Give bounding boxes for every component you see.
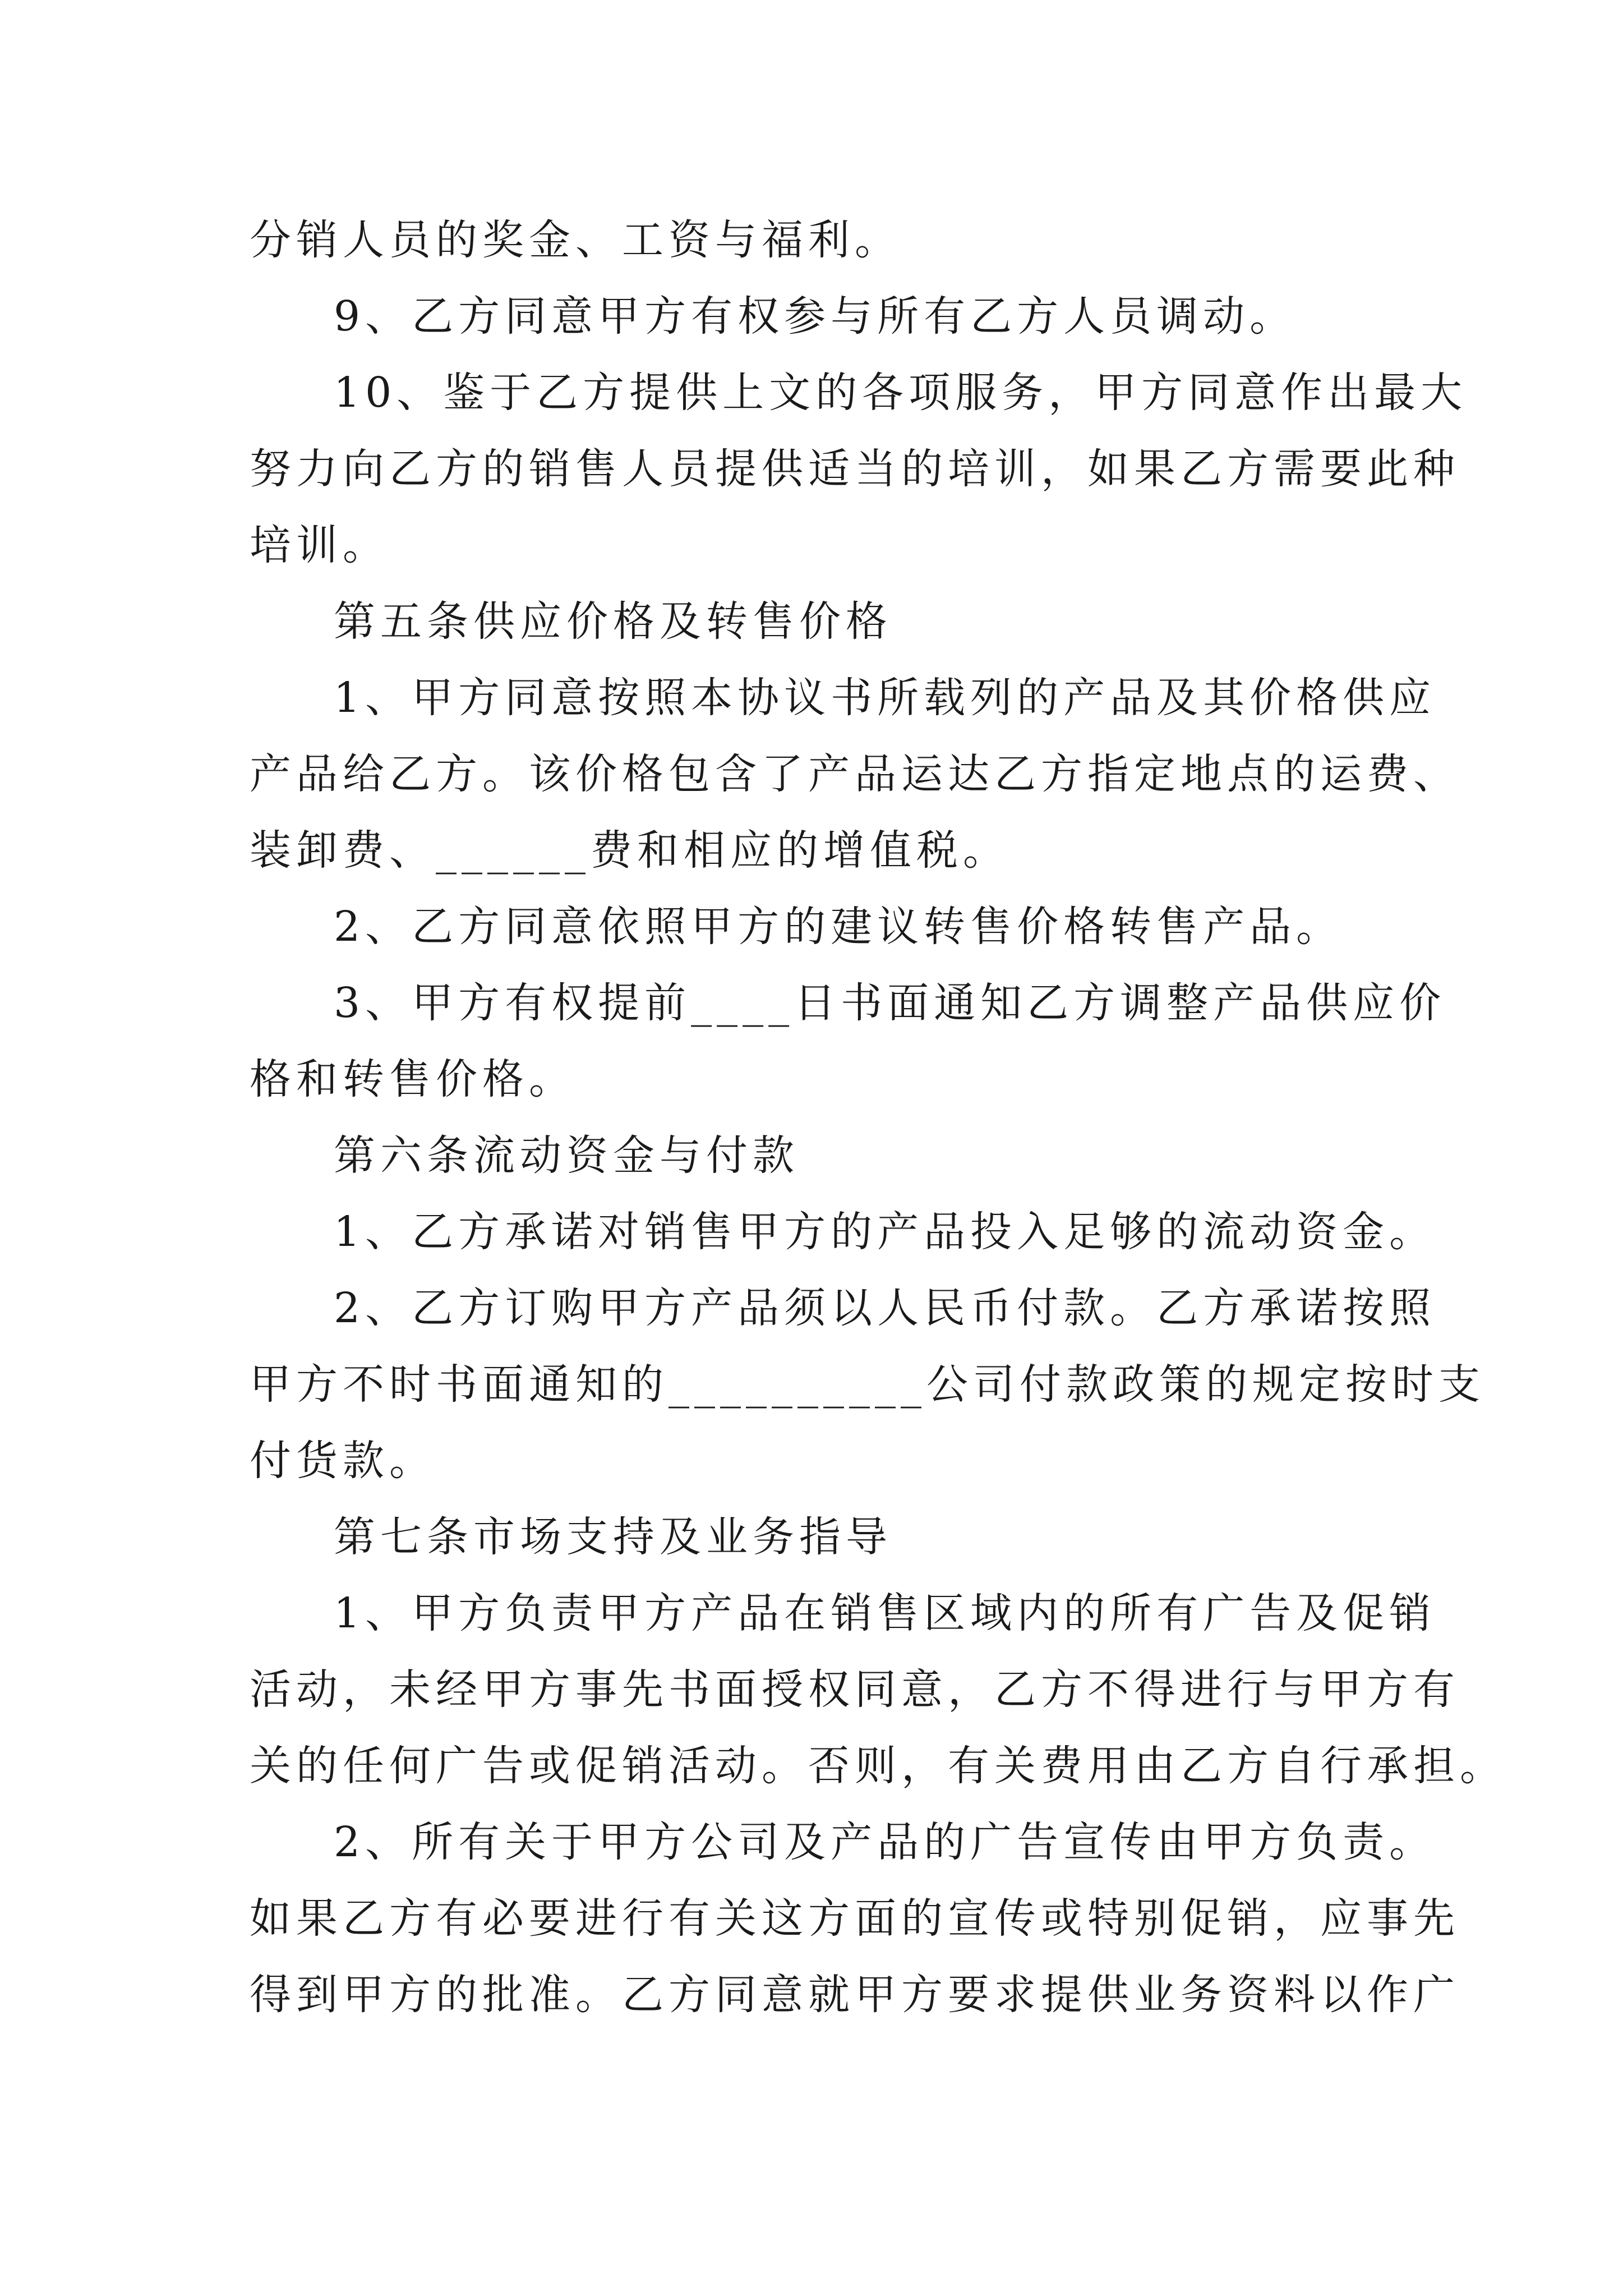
text-line: 活动，未经甲方事先书面授权同意，乙方不得进行与甲方有 [250,1665,1460,1714]
text-line: 培训。 [250,521,389,569]
text-line: 努力向乙方的销售人员提供适当的培训，如果乙方需要此种 [250,445,1460,493]
text-line: 9、乙方同意甲方有权参与所有乙方人员调动。 [334,292,1297,341]
text-line: 装卸费、______费和相应的增值税。 [250,826,1009,875]
text-line: 10、鉴于乙方提供上文的各项服务，甲方同意作出最大 [334,369,1468,417]
text-line: 关的任何广告或促销活动。否则，有关费用由乙方自行承担。 [250,1742,1506,1790]
text-line: 甲方不时书面通知的__________公司付款政策的规定按时支 [250,1360,1485,1409]
text-line: 如果乙方有必要进行有关这方面的宣传或特别促销，应事先 [250,1894,1460,1943]
section-heading: 第五条供应价格及转售价格 [334,597,892,646]
text-line: 2、乙方订购甲方产品须以人民币付款。乙方承诺按照 [334,1284,1436,1332]
text-line: 1、甲方负责甲方产品在销售区域内的所有广告及促销 [334,1589,1436,1637]
text-line: 2、所有关于甲方公司及产品的广告宣传由甲方负责。 [334,1818,1436,1866]
text-line: 2、乙方同意依照甲方的建议转售价格转售产品。 [334,903,1343,951]
text-line: 1、甲方同意按照本协议书所载列的产品及其价格供应 [334,674,1436,722]
text-line: 3、甲方有权提前____日书面通知乙方调整产品供应价 [334,979,1446,1027]
document-body [250,202,1506,2033]
text-line: 1、乙方承诺对销售甲方的产品投入足够的流动资金。 [334,1208,1436,1256]
text-line: 分销人员的奖金、工资与福利。 [250,216,901,264]
text-line: 付货款。 [250,1437,436,1485]
text-line: 格和转售价格。 [250,1055,575,1103]
section-heading: 第六条流动资金与付款 [334,1131,799,1180]
section-heading: 第七条市场支持及业务指导 [334,1513,892,1561]
text-line: 得到甲方的批准。乙方同意就甲方要求提供业务资料以作广 [250,1971,1460,2019]
text-line: 产品给乙方。该价格包含了产品运达乙方指定地点的运费、 [250,750,1460,798]
